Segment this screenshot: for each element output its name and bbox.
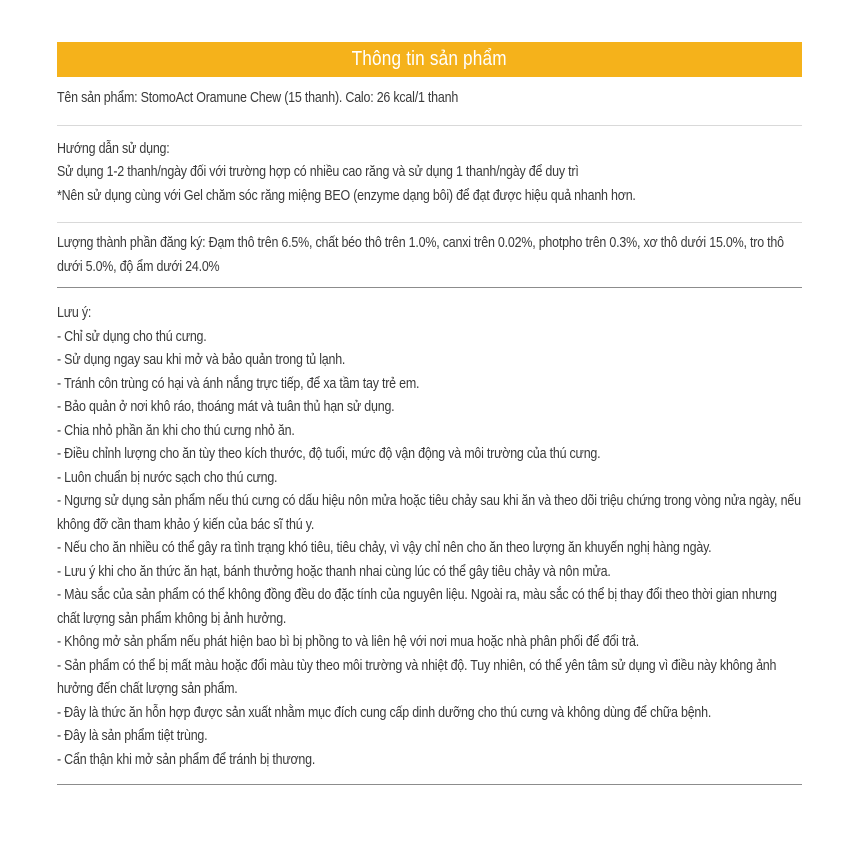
product-info-panel — [57, 42, 802, 785]
note-item: - Không mở sản phẩm nếu phát hiện bao bì bị phồng to và liên hệ với nơi mua hoặc nhà phân phối để đổi trả. — [57, 634, 640, 650]
note-item: - Chỉ sử dụng cho thú cưng. — [57, 328, 207, 345]
notes-heading: Lưu ý: — [57, 305, 92, 321]
note-item: - Nếu cho ăn nhiều có thể gây ra tình trạng khó tiêu, tiêu chảy, vì vậy chỉ nên cho ăn theo lượng ăn khuyến nghị hàng ngày. — [57, 540, 712, 556]
usage-line: *Nên sử dụng cùng với Gel chăm sóc răng miệng BEO (enzyme dạng bôi) để đạt được hiệu quả nhanh hơn. — [57, 187, 636, 204]
note-item: - Đây là sản phẩm tiệt trùng. — [57, 728, 208, 744]
notes-block — [57, 302, 802, 772]
note-item: - Chia nhỏ phần ăn khi cho thú cưng nhỏ ăn. — [57, 422, 295, 439]
note-item: - Sản phẩm có thể bị mất màu hoặc đổi màu tùy theo môi trường và nhiệt độ. Tuy nhiên, có thể yên tâm sử dụng vì điều này không ảnh hưởng đến chất lượng sản phẩm. — [57, 657, 777, 697]
note-item: - Bảo quản ở nơi khô ráo, thoáng mát và tuân thủ hạn sử dụng. — [57, 399, 395, 415]
usage-section — [57, 126, 802, 224]
header-bar — [57, 42, 802, 77]
note-item: - Cẩn thận khi mở sản phẩm để tránh bị thương. — [57, 751, 316, 768]
page-title: Thông tin sản phẩm — [351, 48, 508, 70]
product-name-text: Tên sản phẩm: StomoAct Oramune Chew (15 thanh). Calo: 26 kcal/1 thanh — [57, 90, 459, 106]
usage-line: Sử dụng 1-2 thanh/ngày đối với trường hợp có nhiều cao răng và sử dụng 1 thanh/ngày để duy trì — [57, 164, 579, 180]
note-item: - Điều chỉnh lượng cho ăn tùy theo kích thước, độ tuổi, mức độ vận động và môi trường của thú cưng. — [57, 446, 601, 462]
note-item: - Ngưng sử dụng sản phẩm nếu thú cưng có dấu hiệu nôn mửa hoặc tiêu chảy sau khi ăn và theo dõi triệu chứng trong vòng nửa ngày, nếu không đỡ cần tham khảo ý kiến của bác sĩ thú y. — [57, 493, 801, 533]
notes-section — [57, 288, 802, 785]
ingredients-section — [57, 223, 802, 288]
usage-heading: Hướng dẫn sử dụng: — [57, 140, 170, 157]
note-item: - Màu sắc của sản phẩm có thể không đồng đều do đặc tính của nguyên liệu. Ngoài ra, màu sắc có thể bị thay đổi theo thời gian nhưng chất lượng sản phẩm không bị ảnh hưởng. — [57, 587, 777, 627]
note-item: - Sử dụng ngay sau khi mở và bảo quản trong tủ lạnh. — [57, 352, 346, 368]
product-name-section — [57, 77, 802, 126]
note-item: - Luôn chuẩn bị nước sạch cho thú cưng. — [57, 469, 278, 486]
ingredients-text: Lượng thành phần đăng ký: Đạm thô trên 6.5%, chất béo thô trên 1.0%, canxi trên 0.02%, photpho trên 0.3%, xơ thô dưới 15.0%, tro thô dưới 5.0%, độ ẩm dưới 24.0% — [57, 235, 784, 275]
note-item: - Đây là thức ăn hỗn hợp được sản xuất nhằm mục đích cung cấp dinh dưỡng cho thú cưng và không dùng để chữa bệnh. — [57, 704, 712, 721]
note-item: - Lưu ý khi cho ăn thức ăn hạt, bánh thưởng hoặc thanh nhai cùng lúc có thể gây tiêu chảy và nôn mửa. — [57, 563, 611, 580]
usage-block — [57, 138, 802, 209]
note-item: - Tránh côn trùng có hại và ánh nắng trực tiếp, để xa tầm tay trẻ em. — [57, 375, 420, 392]
